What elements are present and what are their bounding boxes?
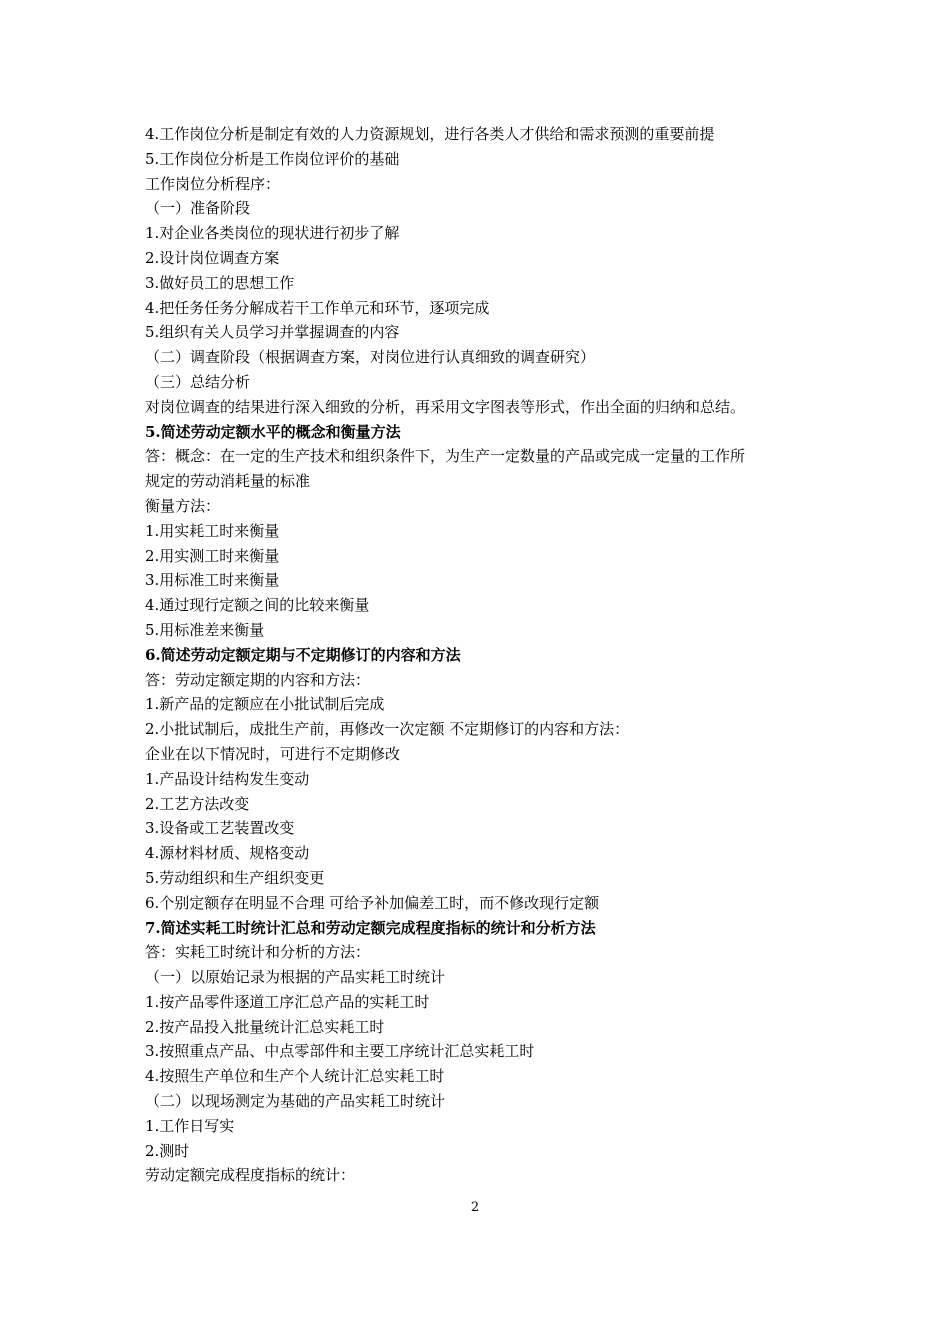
text-line: 5.劳动组织和生产组织变更: [145, 868, 325, 887]
text-line: （一）以原始记录为根据的产品实耗工时统计: [145, 968, 446, 987]
text-line: 3.用标准工时来衡量: [145, 571, 280, 590]
text-line: 对岗位调查的结果进行深入细致的分析，再采用文字图表等形式，作出全面的归纳和总结。: [145, 397, 746, 416]
text-line: 答：劳动定额定期的内容和方法：: [145, 670, 371, 689]
text-line: 工作岗位分析程序：: [145, 174, 281, 193]
text-line: （三）总结分析: [145, 372, 251, 391]
text-line: 5.工作岗位分析是工作岗位评价的基础: [145, 149, 400, 168]
text-line: （一）准备阶段: [145, 199, 251, 218]
text-line: 衡量方法：: [145, 496, 221, 515]
text-line: 劳动定额完成程度指标的统计：: [145, 1166, 356, 1185]
text-line: 4.把任务任务分解成若干工作单元和环节，逐项完成: [145, 298, 490, 317]
document-body: [145, 122, 825, 1188]
text-line: 4.通过现行定额之间的比较来衡量: [145, 596, 370, 615]
section-heading: 6.简述劳动定额定期与不定期修订的内容和方法: [145, 645, 461, 664]
text-line: 5.组织有关人员学习并掌握调查的内容: [145, 323, 400, 342]
text-line: 答：概念：在一定的生产技术和组织条件下，为生产一定数量的产品或完成一定量的工作所: [145, 447, 746, 466]
text-line: 2.小批试制后，成批生产前，再修改一次定额 不定期修订的内容和方法：: [145, 720, 630, 739]
text-line: 2.测时: [145, 1141, 190, 1160]
text-line: （二）以现场测定为基础的产品实耗工时统计: [145, 1092, 446, 1111]
text-line: 3.做好员工的思想工作: [145, 273, 295, 292]
text-line: 4.工作岗位分析是制定有效的人力资源规划，进行各类人才供给和需求预测的重要前提: [145, 125, 715, 143]
text-line: 3.设备或工艺装置改变: [145, 819, 295, 838]
text-line: 3.按照重点产品、中点零部件和主要工序统计汇总实耗工时: [145, 1042, 535, 1061]
text-line: 1.工作日写实: [145, 1116, 235, 1135]
text-line: 1.产品设计结构发生变动: [145, 769, 310, 788]
text-line: 答：实耗工时统计和分析的方法：: [145, 943, 371, 962]
text-line: 1.用实耗工时来衡量: [145, 521, 280, 540]
text-line: 4.源材料材质、规格变动: [145, 844, 310, 863]
text-line: 4.按照生产单位和生产个人统计汇总实耗工时: [145, 1067, 445, 1086]
text-line: 1.按产品零件逐道工序汇总产品的实耗工时: [145, 992, 430, 1011]
text-line: 5.用标准差来衡量: [145, 620, 265, 639]
page-number: 2: [470, 1200, 480, 1215]
text-line: 规定的劳动消耗量的标准: [145, 472, 311, 491]
text-line: 2.工艺方法改变: [145, 794, 250, 813]
section-heading: 5.简述劳动定额水平的概念和衡量方法: [145, 422, 401, 441]
section-heading: 7.简述实耗工时统计汇总和劳动定额完成程度指标的统计和分析方法: [145, 918, 596, 937]
text-line: 1.对企业各类岗位的现状进行初步了解: [145, 224, 400, 243]
text-line: 2.设计岗位调查方案: [145, 248, 280, 267]
text-line: 6.个别定额存在明显不合理 可给予补加偏差工时，而不修改现行定额: [145, 893, 600, 912]
text-line: 2.按产品投入批量统计汇总实耗工时: [145, 1017, 385, 1036]
text-line: 2.用实测工时来衡量: [145, 546, 280, 565]
text-line: （二）调查阶段（根据调查方案，对岗位进行认真细致的调查研究）: [145, 348, 596, 367]
text-line: 1.新产品的定额应在小批试制后完成: [145, 695, 385, 714]
text-line: 企业在以下情况时，可进行不定期修改: [145, 744, 401, 763]
